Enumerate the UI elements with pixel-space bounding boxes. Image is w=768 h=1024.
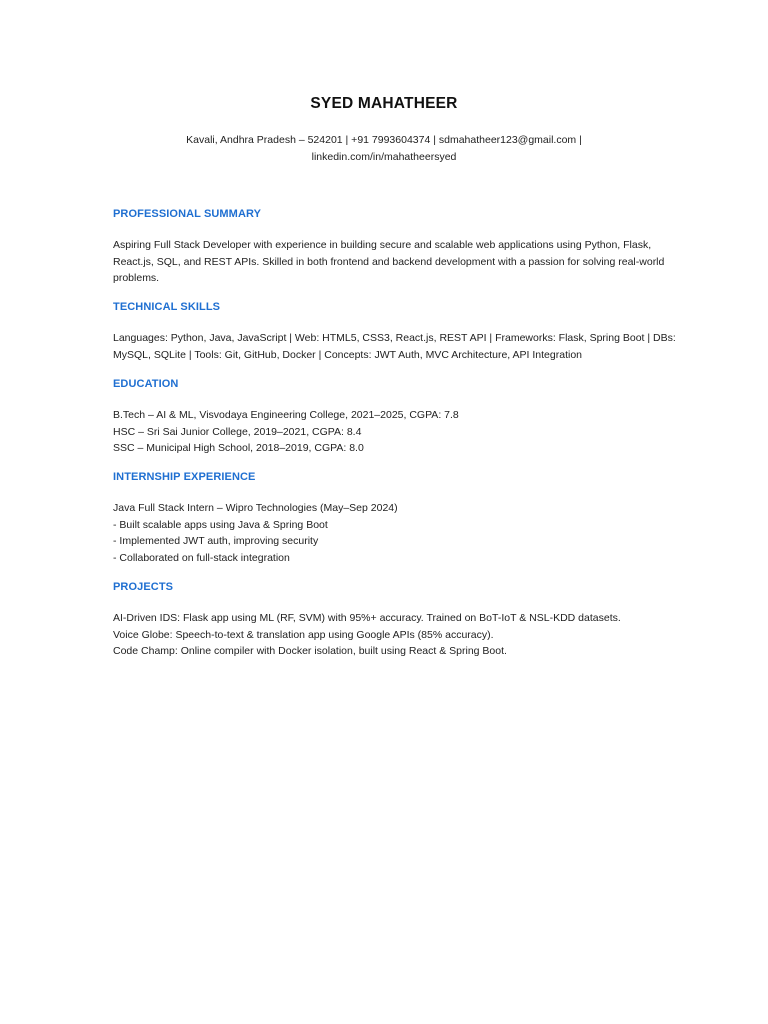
summary-line: problems. (113, 272, 160, 285)
internship-role: Java Full Stack Intern – Wipro Technologies (May–Sep 2024) (113, 502, 398, 514)
skills-text (113, 330, 676, 363)
section-heading: TECHNICAL SKILLS (113, 301, 221, 313)
contact-line: Kavali, Andhra Pradesh – 524201 | +91 7993604374 | sdmahatheer123@gmail.com | (186, 134, 582, 146)
internship-section (113, 470, 658, 566)
project-item: AI-Driven IDS: Flask app using ML (RF, SVM) with 95%+ accuracy. Trained on BoT-IoT & NSL-KDD datasets. (113, 612, 621, 624)
education-section (113, 377, 658, 457)
projects-section (113, 580, 658, 660)
resume-header (0, 94, 768, 165)
internship-bullet: - Collaborated on full-stack integration (113, 551, 290, 564)
skills-line: MySQL, SQLite | Tools: Git, GitHub, Docker | Concepts: JWT Auth, MVC Architecture, API Integration (113, 348, 583, 361)
section-heading: PROJECTS (113, 581, 174, 593)
summary-text (113, 237, 665, 287)
project-item: Voice Globe: Speech-to-text & translation app using Google APIs (85% accuracy). (113, 628, 494, 641)
education-list (113, 407, 658, 457)
summary-line: React.js, SQL, and REST APIs. Skilled in both frontend and backend development with a passion for solving real-world (113, 255, 665, 268)
professional-summary-section (113, 207, 665, 287)
internship-list (113, 500, 658, 566)
summary-line: Aspiring Full Stack Developer with experience in building secure and scalable web applications using Python, Flask, (113, 239, 652, 251)
internship-bullet: - Built scalable apps using Java & Spring Boot (113, 518, 328, 531)
contact-info (0, 132, 768, 165)
skills-line: Languages: Python, Java, JavaScript | Web: HTML5, CSS3, React.js, REST API | Frameworks: Flask, Spring Boot | DBs: (113, 332, 676, 344)
projects-list (113, 610, 658, 660)
internship-bullet: - Implemented JWT auth, improving security (113, 535, 319, 548)
linkedin-link[interactable]: linkedin.com/in/mahatheersyed (311, 150, 457, 163)
candidate-name: SYED MAHATHEER (310, 95, 458, 112)
section-heading: EDUCATION (113, 378, 179, 390)
section-heading: INTERNSHIP EXPERIENCE (113, 471, 256, 483)
technical-skills-section (113, 300, 676, 363)
education-item: SSC – Municipal High School, 2018–2019, CGPA: 8.0 (113, 442, 364, 455)
section-heading: PROFESSIONAL SUMMARY (113, 208, 262, 220)
education-item: B.Tech – AI & ML, Visvodaya Engineering College, 2021–2025, CGPA: 7.8 (113, 409, 459, 421)
project-item: Code Champ: Online compiler with Docker isolation, built using React & Spring Boot. (113, 645, 507, 658)
education-item: HSC – Sri Sai Junior College, 2019–2021, CGPA: 8.4 (113, 425, 362, 438)
